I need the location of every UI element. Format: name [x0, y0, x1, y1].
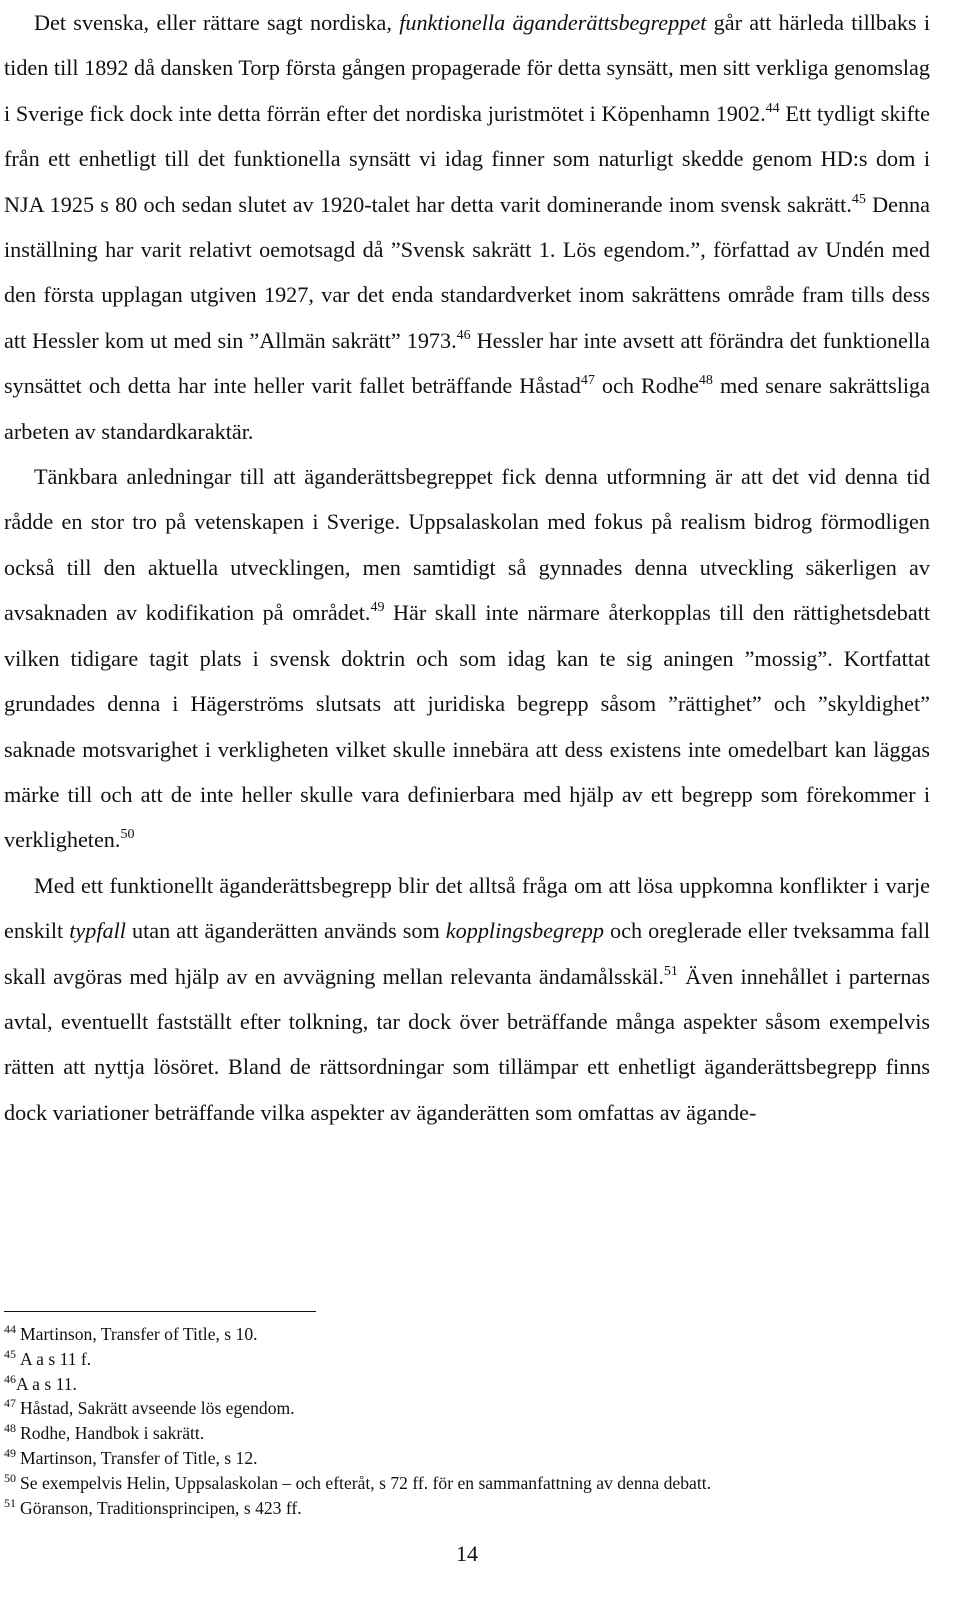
- footnote-number: 48: [4, 1421, 16, 1436]
- footnote-46: [4, 1372, 930, 1397]
- text-run: Denna inställning har varit relativt oemotsagd då ”Svensk sakrätt 1. Lös egendom.”, författad av Undén med den första upplagan utgiven 1927, var det enda standardverket inom sakrättens område fram tills dess att Hessler kom ut med sin ”Allmän sakrätt” 1973.: [4, 191, 930, 353]
- paragraph-2: [4, 454, 930, 863]
- footnote-number: 44: [4, 1322, 16, 1336]
- footnote-reference: 45: [851, 191, 866, 207]
- footnote-text: Håstad, Sakrätt avseende lös egendom.: [20, 1398, 295, 1419]
- text-run: utan att äganderätten används som: [125, 918, 446, 944]
- footnote-reference: 47: [580, 373, 595, 389]
- footnote-text: Göranson, Traditionsprincipen, s 423 ff.: [20, 1497, 302, 1518]
- text-run: Hessler har inte avsett att förändra det funktionella synsättet och detta har inte heller varit fallet beträffande Håstad: [4, 327, 931, 399]
- footnote-text: A a s 11.: [16, 1373, 77, 1394]
- footnote-44: [4, 1322, 930, 1347]
- footnote-50: [4, 1471, 930, 1496]
- footnote-reference: 44: [765, 100, 780, 116]
- paragraph-1: [4, 0, 930, 454]
- italic-term: kopplingsbegrepp: [445, 918, 604, 944]
- page-number: 14: [456, 1541, 478, 1566]
- text-run: Med ett funktionellt äganderättsbegrepp blir det alltså fråga om att lösa uppkomna konflikter i varje enskilt: [4, 872, 930, 944]
- footnote-number: 50: [4, 1470, 16, 1485]
- footnote-number: 49: [4, 1445, 16, 1460]
- text-run: Här skall inte närmare återkopplas till den rättighetsdebatt vilken tidigare tagit plats i svensk doktrin och som idag kan te sig aningen ”mossig”. Kortfattat grundades denna i Hägerströms slutsats att juridiska begrepp såsom ”rättighet” och ”skyldighet” saknade motsvarighet i verkligheten vilket skulle innebära att dess existens inte omedelbart kan läggas märke till och att de inte heller skulle vara definierbara med hjälp av ett begrepp som förekommer i verkligheten.: [4, 600, 930, 853]
- footnote-number: 51: [4, 1495, 16, 1510]
- paragraph-3: [4, 863, 930, 1135]
- footnote-reference: 51: [663, 963, 678, 979]
- footnote-reference: 50: [120, 827, 135, 843]
- footnote-45: [4, 1347, 930, 1372]
- footnote-reference: 48: [698, 373, 713, 389]
- footnote-text: A a s 11 f.: [20, 1348, 92, 1369]
- footnote-text: Se exempelvis Helin, Uppsalaskolan – och efteråt, s 72 ff. för en sammanfattning av denna debatt.: [20, 1472, 712, 1493]
- text-run: Tänkbara anledningar till att äganderättsbegreppet fick denna utformning är att det vid denna tid rådde en stor tro på vetenskapen i Sverige. Uppsalaskolan med fokus på realism bidrog förmodligen också till den aktuella utvecklingen, men samtidigt så gynnades denna utveckling säkerligen av avsaknaden av kodifikation på området.: [4, 464, 930, 626]
- footnote-47: [4, 1396, 930, 1421]
- body-text: [4, 0, 930, 1135]
- footnotes: [4, 1322, 930, 1520]
- text-run: går att härleda tillbaks i tiden till 1892 då dansken Torp första gången propagerade för detta synsätt, men sitt verkliga genomslag i Sverige fick dock inte detta förrän efter det nordiska juristmötet i Köpenhamn 1902.: [4, 10, 930, 126]
- footnote-48: [4, 1421, 930, 1446]
- footnote-49: [4, 1446, 930, 1471]
- footnote-number: 46: [4, 1371, 16, 1386]
- text-run: och oreglerade eller tveksamma fall skall avgöras med hjälp av en avvägning mellan relevanta ändamålsskäl.: [4, 918, 931, 989]
- footnote-51: [4, 1496, 930, 1521]
- footnote-text: Martinson, Transfer of Title, s 10.: [20, 1324, 258, 1344]
- footnote-reference: 49: [370, 600, 385, 616]
- footnote-text: Rodhe, Handbok i sakrätt.: [20, 1423, 205, 1444]
- footnote-number: 47: [4, 1396, 16, 1411]
- text-run: Även innehållet i parternas avtal, eventuellt fastställt efter tolkning, tar dock över beträffande många aspekter såsom exempelvis rätten att nyttja lösöret. Bland de rättsordningar som tillämpar ett enhetligt äganderättsbegrepp finns dock variationer beträffande vilka aspekter av äganderätten som omfattas av ägande-: [4, 963, 930, 1125]
- text-run: Det svenska, eller rättare sagt nordiska,: [34, 10, 400, 35]
- footnote-separator: [4, 1311, 316, 1312]
- text-run: med senare sakrättsliga arbeten av standardkaraktär.: [4, 373, 930, 444]
- italic-term: funktionella äganderättsbegreppet: [399, 10, 707, 35]
- italic-term: typfall: [69, 918, 126, 944]
- footnote-reference: 46: [456, 327, 471, 343]
- footnote-text: Martinson, Transfer of Title, s 12.: [20, 1447, 258, 1468]
- text-run: Ett tydligt skifte från ett enhetligt till det funktionella synsätt vi idag finner som naturligt skedde genom HD:s dom i NJA 1925 s 80 och sedan slutet av 1920-talet har detta varit dominerande inom svensk sakrätt.: [4, 100, 930, 217]
- footnote-number: 45: [4, 1346, 16, 1361]
- text-run: och Rodhe: [594, 373, 699, 399]
